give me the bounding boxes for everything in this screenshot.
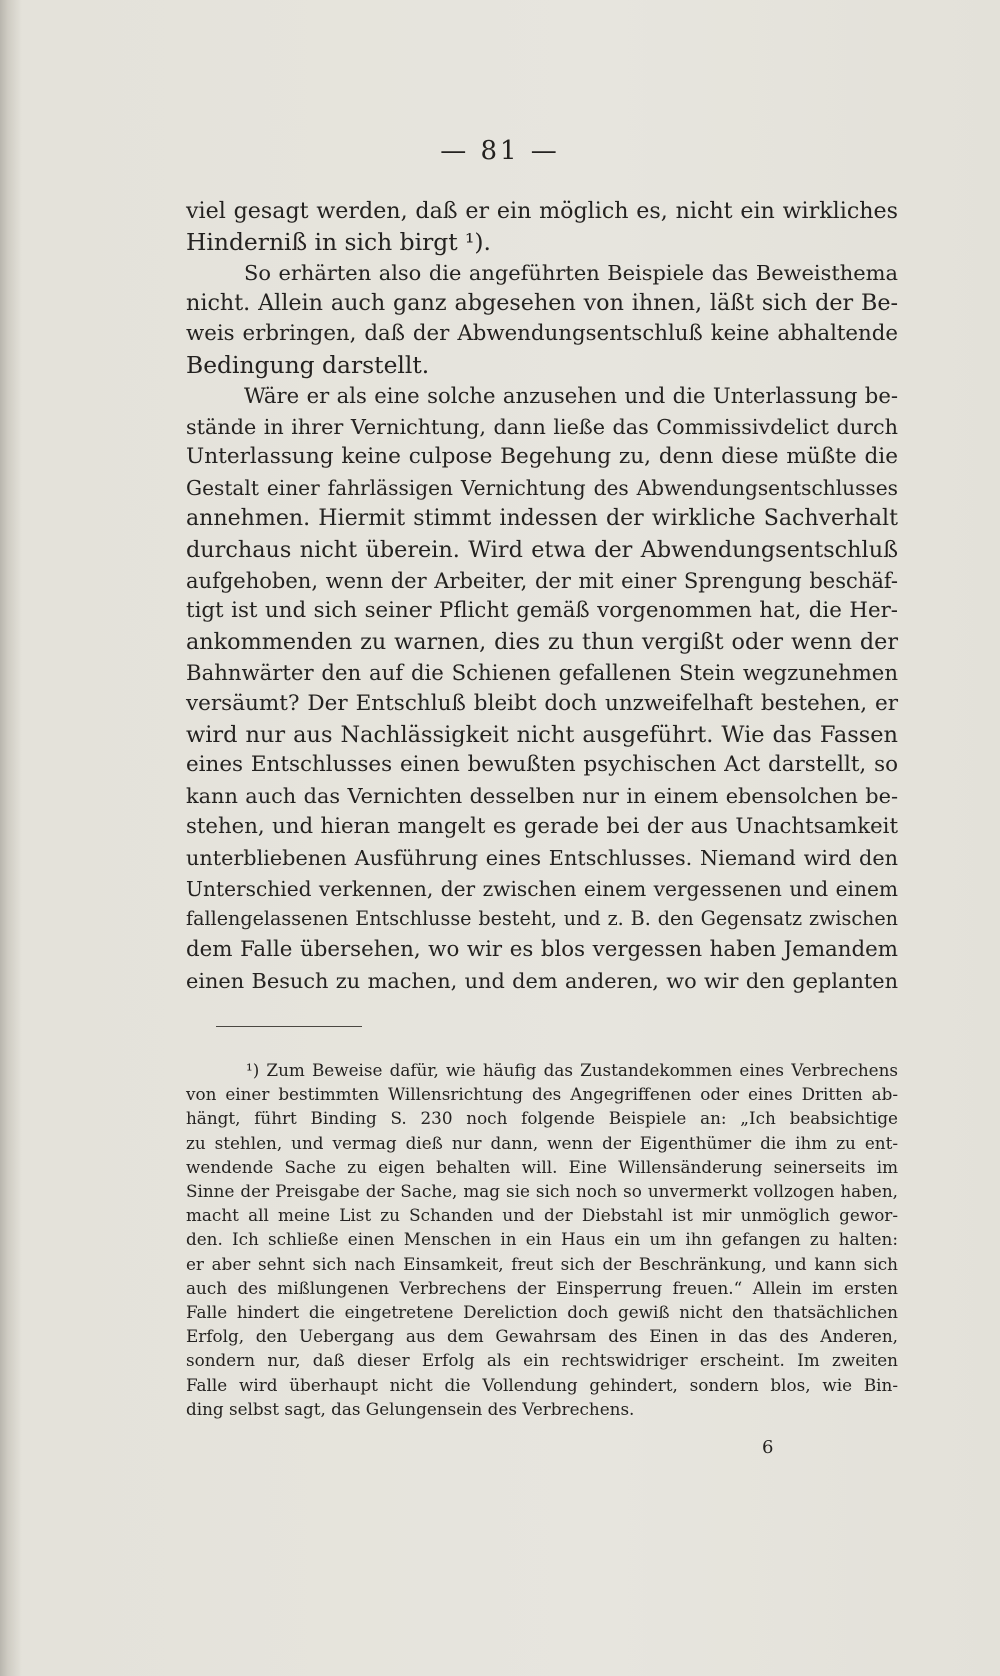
footnote-line: macht all meine List zu Schanden und der Diebstahl ist mir unmöglich gewor- (186, 1205, 898, 1226)
footnote-line: wendende Sache zu eigen behalten will. Eine Willensänderung seinerseits im (186, 1156, 898, 1177)
footnote-line: Sinne der Preisgabe der Sache, mag sie sich noch so unvermerkt vollzogen haben, (186, 1181, 898, 1202)
body-line: Bahnwärter den auf die Schienen gefallenen Stein wegzunehmen (186, 659, 898, 685)
body-line: Hinderniß in sich birgt ¹). (186, 227, 491, 256)
body-line: tigt ist und sich seiner Pflicht gemäß vorgenommen hat, die Her- (186, 598, 898, 624)
footnote-line: den. Ich schließe einen Menschen in ein Haus ein um ihn gefangen zu halten: (186, 1229, 898, 1250)
body-line: wird nur aus Nachlässigkeit nicht ausgeführt. Wie das Fassen (186, 721, 898, 748)
footnote-line: auch des mißlungenen Verbrechens der Einsperrung freuen.“ Allein im ersten (186, 1277, 898, 1298)
body-line: fallengelassenen Entschlusse besteht, und z. B. den Gegensatz zwischen (186, 907, 898, 931)
footnote-line: ¹) Zum Beweise dafür, wie häufig das Zustandekommen eines Verbrechens (246, 1060, 898, 1080)
body-line: aufgehoben, wenn der Arbeiter, der mit einer Sprengung beschäf- (186, 567, 898, 593)
body-line: nicht. Allein auch ganz abgesehen von ihnen, läßt sich der Be- (186, 290, 898, 317)
footnote-line: Falle wird überhaupt nicht die Vollendung gehindert, sondern blos, wie Bin- (186, 1374, 898, 1395)
body-line: Unterschied verkennen, der zwischen einem vergessenen und einem (186, 876, 898, 901)
body-line: annehmen. Hiermit stimmt indessen der wirkliche Sachverhalt (186, 505, 898, 531)
body-line: kann auch das Vernichten desselben nur in einem ebensolchen be- (186, 784, 898, 809)
footnote-line: Falle hindert die eingetretene Dereliction doch gewiß nicht den thatsächlichen (186, 1302, 898, 1323)
footnote-line: sondern nur, daß dieser Erfolg als ein rechtswidriger erscheint. Im zweiten (186, 1350, 898, 1371)
body-line: eines Entschlusses einen bewußten psychischen Act darstellt, so (186, 752, 898, 778)
page-number-header: — 81 — (440, 136, 560, 166)
footnote-line: ding selbst sagt, das Gelungensein des Verbrechens. (186, 1398, 635, 1419)
body-line: stehen, und hieran mangelt es gerade bei der aus Unachtsamkeit (186, 813, 898, 839)
main-body-text (186, 196, 898, 997)
footnote-divider (216, 1026, 362, 1027)
footnote-line: hängt, führt Binding S. 230 noch folgende Beispiele an: „Ich beabsichtige (186, 1108, 898, 1129)
signature-mark: 6 (762, 1437, 774, 1458)
footnote-line: von einer bestimmten Willensrichtung des Angegriffenen oder eines Dritten ab- (186, 1084, 898, 1105)
body-line: weis erbringen, daß der Abwendungsentschluß keine abhaltende (186, 321, 898, 347)
footnote-line: Erfolg, den Uebergang aus dem Gewahrsam des Einen in das des Anderen, (186, 1326, 898, 1347)
body-line: viel gesagt werden, daß er ein möglich es, nicht ein wirkliches (186, 198, 898, 224)
body-line: dem Falle übersehen, wo wir es blos vergessen haben Jemandem (186, 937, 898, 963)
body-line: Bedingung darstellt. (186, 350, 430, 379)
body-line: Gestalt einer fahrlässigen Vernichtung des Abwendungsentschlusses (186, 476, 898, 501)
body-line: So erhärten also die angeführten Beispiele das Beweisthema (244, 260, 898, 285)
body-line: Wäre er als eine solche anzusehen und die Unterlassung be- (244, 382, 898, 408)
body-line: einen Besuch zu machen, und dem anderen, wo wir den geplanten (186, 968, 898, 993)
footnote-line: zu stehlen, und vermag dieß nur dann, wenn der Eigenthümer die ihm zu ent- (186, 1132, 898, 1153)
footnote-text (186, 1058, 898, 1421)
footnote-line: er aber sehnt sich nach Einsamkeit, freut sich der Beschränkung, und kann sich (186, 1253, 898, 1274)
body-line: unterbliebenen Ausführung eines Entschlusses. Niemand wird den (186, 845, 898, 870)
body-line: versäumt? Der Entschluß bleibt doch unzweifelhaft bestehen, er (186, 690, 898, 716)
body-line: Unterlassung keine culpose Begehung zu, denn diese müßte die (186, 444, 898, 470)
body-line: stände in ihrer Vernichtung, dann ließe das Commissivdelict durch (186, 414, 898, 439)
body-line: durchaus nicht überein. Wird etwa der Abwendungsentschluß (186, 536, 898, 563)
body-line: ankommenden zu warnen, dies zu thun vergißt oder wenn der (186, 629, 898, 656)
